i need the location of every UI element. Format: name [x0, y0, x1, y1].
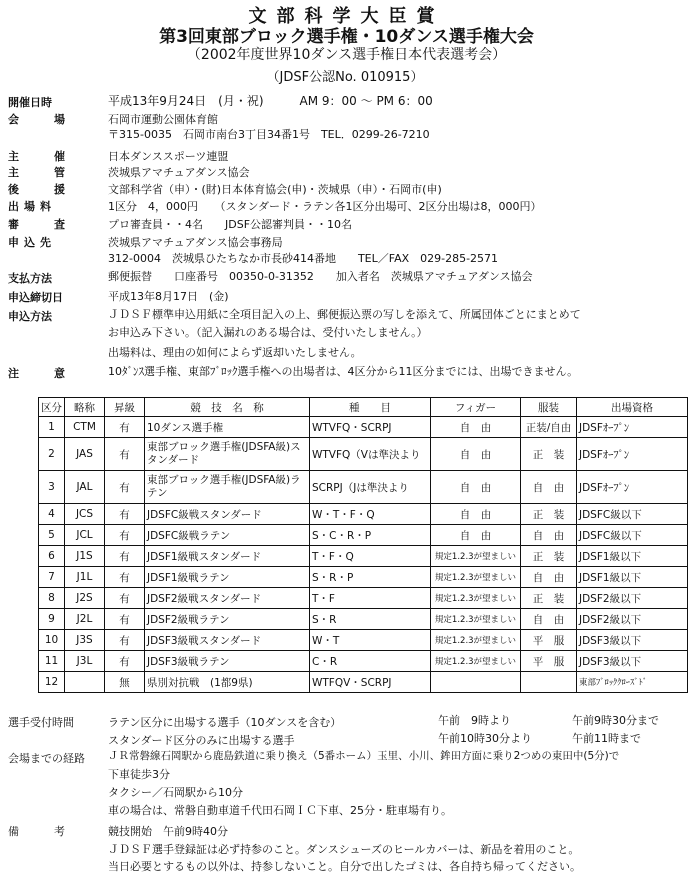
cell-division: 3 [39, 471, 65, 504]
cell-code: J3L [65, 651, 105, 672]
cell-event-name: 10ダンス選手権 [145, 417, 310, 438]
cell-figures: 自 由 [431, 525, 521, 546]
cell-division: 10 [39, 630, 65, 651]
col-header-code: 略称 [65, 398, 105, 417]
cell-figures: 規定1.2.3が望ましい [431, 651, 521, 672]
cell-eligibility: JDSFｵｰﾌﾟﾝ [577, 438, 688, 471]
reception-latin-from: 午前 9時より [438, 714, 511, 727]
apply-label: 申込先 [8, 236, 56, 249]
manage-value: 茨城県アマチュアダンス協会 [108, 166, 250, 179]
cell-eligibility: JDSFｵｰﾌﾟﾝ [577, 417, 688, 438]
cell-promotion: 有 [105, 417, 145, 438]
table-row [39, 438, 688, 471]
cell-figures [431, 672, 521, 693]
cell-division: 8 [39, 588, 65, 609]
apply-address: 312-0004 茨城県ひたちなか市長砂414番地 TEL／FAX 029-285-2571 [108, 252, 499, 265]
events-table [38, 397, 688, 693]
cell-event-name: JDSF2級戦ラテン [145, 609, 310, 630]
reception-label: 選手受付時間 [8, 716, 74, 729]
cell-attire: 正 装 [521, 588, 577, 609]
reception-latin-to: 午前9時30分まで [572, 714, 659, 727]
cell-code: J1S [65, 546, 105, 567]
cell-code: J2S [65, 588, 105, 609]
col-header-promotion: 昇級 [105, 398, 145, 417]
judge-value: プロ審査員・・4名 JDSF公認審判員・・10名 [108, 218, 353, 231]
reception-latin: ラテン区分に出場する選手（10ダンスを含む） [108, 716, 342, 729]
cell-eligibility: JDSF1級以下 [577, 567, 688, 588]
cell-attire: 正 装 [521, 546, 577, 567]
cell-dances: S・R [310, 609, 431, 630]
cell-attire [521, 672, 577, 693]
cell-dances: W・T [310, 630, 431, 651]
col-header-division: 区分 [39, 398, 65, 417]
cell-figures: 規定1.2.3が望ましい [431, 630, 521, 651]
cell-promotion: 有 [105, 504, 145, 525]
apply-org: 茨城県アマチュアダンス協会事務局 [108, 236, 283, 249]
cell-eligibility: JDSFｵｰﾌﾟﾝ [577, 471, 688, 504]
method-line-1: ＪＤＳＦ標準申込用紙に全項目記入の上、郵便振込票の写しを添えて、所属団体ごとにまとめて [108, 308, 581, 321]
cell-figures: 規定1.2.3が望ましい [431, 609, 521, 630]
cell-dances: T・F [310, 588, 431, 609]
reception-standard-to: 午前11時まで [572, 732, 641, 745]
remarks-line-1: 競技開始 午前9時40分 [108, 825, 228, 838]
cell-division: 12 [39, 672, 65, 693]
cell-code: JCL [65, 525, 105, 546]
fee-value: 1区分 4，000円 （スタンダード・ラテン各1区分出場可、2区分出場は8，000円） [108, 200, 542, 213]
cell-attire: 正装/自由 [521, 417, 577, 438]
deadline-value: 平成13年8月17日 (金) [108, 290, 229, 303]
col-header-dances: 種 目 [310, 398, 431, 417]
cell-promotion: 有 [105, 567, 145, 588]
table-row [39, 546, 688, 567]
note-value: 10ﾀﾞﾝｽ選手権、東部ﾌﾞﾛｯｸ選手権への出場者は、4区分から11区分までには、出場できません。 [108, 365, 579, 378]
remarks-line-3: 当日必要とするもの以外は、持参しないこと。自分で出したゴミは、各自持ち帰ってください。 [108, 860, 581, 873]
cell-division: 1 [39, 417, 65, 438]
pay-label: 支払方法 [8, 272, 52, 285]
access-line-2: 下車徒歩3分 [108, 768, 170, 781]
cell-promotion: 有 [105, 630, 145, 651]
deadline-label: 申込締切日 [8, 291, 63, 304]
cell-figures: 規定1.2.3が望ましい [431, 546, 521, 567]
cell-dances: T・F・Q [310, 546, 431, 567]
host-label: 主 催 [8, 150, 77, 163]
access-line-1: ＪＲ常磐線石岡駅から鹿島鉄道に乗り換え（5番ホーム）玉里、小川、鉾田方面に乗り2つめの東田中(5分)で [108, 750, 620, 762]
cell-event-name: JDSF1級戦スタンダード [145, 546, 310, 567]
col-header-attire: 服装 [521, 398, 577, 417]
cell-figures: 自 由 [431, 471, 521, 504]
col-header-figures: フィガー [431, 398, 521, 417]
cell-code: JAL [65, 471, 105, 504]
cell-eligibility: JDSF1級以下 [577, 546, 688, 567]
cell-attire: 自 由 [521, 609, 577, 630]
cell-code: J3S [65, 630, 105, 651]
cell-eligibility: JDSF2級以下 [577, 588, 688, 609]
venue-name: 石岡市運動公園体育館 [108, 113, 218, 126]
cell-figures: 規定1.2.3が望ましい [431, 567, 521, 588]
cell-event-name: 県別対抗戦 (1都9県) [145, 672, 310, 693]
cell-code: J1L [65, 567, 105, 588]
note-label: 注 意 [8, 367, 77, 380]
manage-label: 主 管 [8, 166, 77, 179]
cell-event-name: JDSF3級戦スタンダード [145, 630, 310, 651]
table-row [39, 567, 688, 588]
event-subtitle: （2002年度世界10ダンス選手権日本代表選考会） [186, 47, 507, 63]
table-row [39, 672, 688, 693]
cell-attire: 平 服 [521, 651, 577, 672]
cell-event-name: JDSF1級戦ラテン [145, 567, 310, 588]
cell-figures: 規定1.2.3が望ましい [431, 588, 521, 609]
cell-event-name: 東部ブロック選手権(JDSFA級)スタンダード [145, 438, 310, 471]
cell-code: CTM [65, 417, 105, 438]
fee-label: 出場料 [8, 200, 56, 213]
cell-division: 2 [39, 438, 65, 471]
cell-dances: WTVFQ（Vは準決より [310, 438, 431, 471]
table-row [39, 504, 688, 525]
access-label: 会場までの経路 [8, 752, 85, 765]
method-label: 申込方法 [8, 310, 52, 323]
reception-standard: スタンダード区分のみに出場する選手 [108, 734, 295, 747]
cell-attire: 自 由 [521, 567, 577, 588]
cell-division: 4 [39, 504, 65, 525]
cell-attire: 正 装 [521, 438, 577, 471]
cell-code: JCS [65, 504, 105, 525]
cell-eligibility: JDSFC級以下 [577, 525, 688, 546]
table-row [39, 417, 688, 438]
cell-promotion: 無 [105, 672, 145, 693]
cell-figures: 自 由 [431, 504, 521, 525]
table-header-row [39, 398, 688, 417]
cell-division: 7 [39, 567, 65, 588]
cell-event-name: JDSF3級戦ラテン [145, 651, 310, 672]
date-label: 開催日時 [8, 96, 52, 109]
cell-figures: 自 由 [431, 417, 521, 438]
method-line-2: お申込み下さい。（記入漏れのある場合は、受付いたしません。） [108, 326, 428, 339]
cell-eligibility: 東部ﾌﾞﾛｯｸｸﾛｰｽﾞﾄﾞ [577, 672, 688, 693]
method-line-3: 出場料は、理由の如何によらず返却いたしません。 [108, 346, 362, 359]
access-line-3: タクシー／石岡駅から10分 [108, 786, 243, 799]
cell-promotion: 有 [105, 651, 145, 672]
col-header-eligibility: 出場資格 [577, 398, 688, 417]
award-title: 文部科学大臣賞 [248, 6, 445, 27]
cell-promotion: 有 [105, 609, 145, 630]
table-row [39, 471, 688, 504]
cell-dances: WTFQV・SCRPJ [310, 672, 431, 693]
cell-eligibility: JDSFC級以下 [577, 504, 688, 525]
cell-dances: W・T・F・Q [310, 504, 431, 525]
venue-address: 〒315-0035 石岡市南台3丁目34番1号 TEL．0299-26-7210 [108, 128, 430, 141]
certification-number: （JDSF公認No. 010915） [266, 70, 424, 85]
cell-dances: SCRPJ（Jは準決より [310, 471, 431, 504]
cell-code [65, 672, 105, 693]
cell-event-name: JDSF2級戦スタンダード [145, 588, 310, 609]
support-label: 後 援 [8, 183, 77, 196]
cell-attire: 正 装 [521, 504, 577, 525]
cell-dances: S・R・P [310, 567, 431, 588]
reception-standard-from: 午前10時30分より [438, 732, 532, 745]
event-title: 第3回東部ブロック選手権・10ダンス選手権大会 [159, 27, 534, 47]
table-row [39, 525, 688, 546]
cell-figures: 自 由 [431, 438, 521, 471]
remarks-line-2: ＪＤＳＦ選手登録証は必ず持参のこと。ダンスシューズのヒールカバーは、新品を着用のこと。 [108, 843, 580, 856]
cell-dances: C・R [310, 651, 431, 672]
table-row [39, 588, 688, 609]
cell-promotion: 有 [105, 546, 145, 567]
pay-value: 郵便振替 口座番号 00350-0-31352 加入者名 茨城県アマチュアダンス協会 [108, 270, 533, 283]
cell-attire: 平 服 [521, 630, 577, 651]
judge-label: 審 査 [8, 218, 77, 231]
cell-eligibility: JDSF3級以下 [577, 651, 688, 672]
cell-eligibility: JDSF2級以下 [577, 609, 688, 630]
remarks-label: 備 考 [8, 825, 77, 838]
cell-division: 9 [39, 609, 65, 630]
cell-division: 5 [39, 525, 65, 546]
cell-dances: WTVFQ・SCRPJ [310, 417, 431, 438]
cell-division: 11 [39, 651, 65, 672]
cell-code: J2L [65, 609, 105, 630]
cell-dances: S・C・R・P [310, 525, 431, 546]
access-line-4: 車の場合は、常磐自動車道千代田石岡ＩＣ下車、25分・駐車場有り。 [108, 804, 452, 817]
support-value: 文部科学省（申）・(財)日本体育協会(申)・茨城県（申）・石岡市(申) [108, 183, 442, 196]
cell-event-name: JDSFC級戦スタンダード [145, 504, 310, 525]
date-value: 平成13年9月24日 (月・祝) AM 9：00 ～ PM 6：00 [108, 94, 433, 108]
cell-code: JAS [65, 438, 105, 471]
cell-promotion: 有 [105, 438, 145, 471]
cell-event-name: 東部ブロック選手権(JDSFA級)ラテン [145, 471, 310, 504]
cell-eligibility: JDSF3級以下 [577, 630, 688, 651]
table-row [39, 630, 688, 651]
table-row [39, 609, 688, 630]
host-value: 日本ダンススポーツ連盟 [108, 150, 229, 163]
cell-division: 6 [39, 546, 65, 567]
table-row [39, 651, 688, 672]
cell-event-name: JDSFC級戦ラテン [145, 525, 310, 546]
venue-label: 会 場 [8, 113, 77, 126]
cell-promotion: 有 [105, 588, 145, 609]
cell-attire: 自 由 [521, 471, 577, 504]
cell-promotion: 有 [105, 525, 145, 546]
cell-promotion: 有 [105, 471, 145, 504]
col-header-event-name: 競 技 名 称 [145, 398, 310, 417]
cell-attire: 自 由 [521, 525, 577, 546]
